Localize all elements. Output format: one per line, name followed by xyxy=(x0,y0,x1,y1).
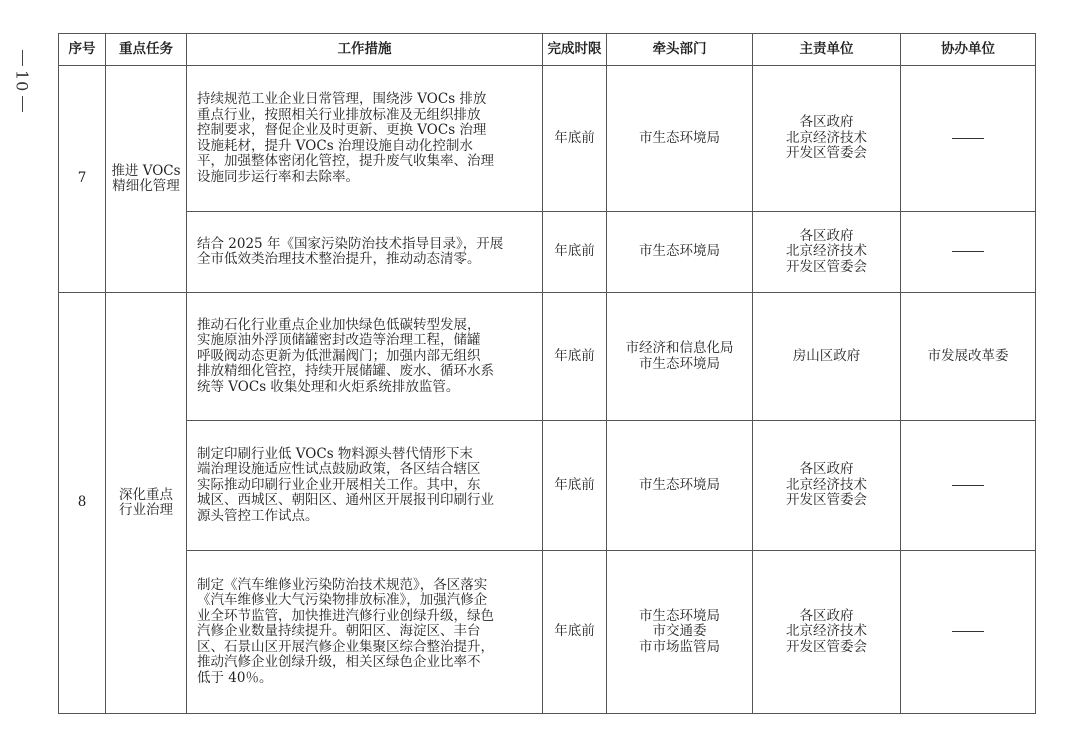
cell-responsible xyxy=(753,551,901,714)
cell-measure xyxy=(187,551,543,714)
table-row xyxy=(59,551,1036,714)
lead-line: 市生态环境局 xyxy=(639,607,720,624)
measure-line: 控制要求，督促企业及时更新、更换 VOCs 治理 xyxy=(197,122,487,138)
cell-lead xyxy=(607,66,753,212)
lead-line: 市经济和信息化局 xyxy=(625,340,734,356)
task-table xyxy=(58,33,1036,714)
assist-dash xyxy=(952,485,984,486)
measure-line: 持续规范工业企业日常管理，围绕涉 VOCs 排放 xyxy=(197,91,487,107)
responsible-line: 各区政府 xyxy=(799,227,854,244)
task-line: 行业治理 xyxy=(119,502,173,518)
assist-dash xyxy=(952,251,984,252)
task-line: 精细化管理 xyxy=(112,178,180,194)
cell-assist xyxy=(901,212,1036,293)
cell-measure xyxy=(187,212,543,293)
cell-task xyxy=(106,293,187,714)
responsible-line: 开发区管委会 xyxy=(786,638,867,655)
lead-line: 市生态环境局 xyxy=(639,355,720,372)
assist-dash xyxy=(952,138,984,139)
task-line: 推进 VOCs xyxy=(111,162,181,179)
measure-line: 制定《汽车维修业污染防治技术规范》，各区落实 xyxy=(197,576,488,593)
responsible-line: 各区政府 xyxy=(799,114,854,131)
cell-deadline: 年底前 xyxy=(543,551,607,714)
cell-assist xyxy=(901,293,1036,421)
responsible-line: 房山区政府 xyxy=(792,347,861,364)
measure-line: 制定印刷行业低 VOCs 物料源头替代情形下末 xyxy=(197,445,473,462)
measure-line: 全市低效类治理技术整治提升，推动动态清零。 xyxy=(197,251,481,267)
measure-line: 区、石景山区开展汽修企业集聚区综合整治提升， xyxy=(197,638,494,655)
measure-line: 实际推动印刷行业企业开展相关工作。其中，东 xyxy=(197,476,481,493)
responsible-line: 开发区管委会 xyxy=(786,258,867,275)
page-number xyxy=(8,46,36,116)
task-line: 深化重点 xyxy=(119,486,173,503)
cell-lead xyxy=(607,293,753,421)
measure-line: 汽修企业数量持续提升。朝阳区、海淀区、丰台 xyxy=(197,623,481,640)
responsible-line: 开发区管委会 xyxy=(786,492,867,509)
responsible-line: 北京经济技术 xyxy=(786,623,867,640)
table-header-row xyxy=(59,34,1036,66)
measure-line: 城区、西城区、朝阳区、通州区开展报刊印刷行业 xyxy=(197,492,494,509)
cell-deadline: 年底前 xyxy=(543,66,607,212)
header-assist: 协办单位 xyxy=(901,34,1036,66)
measure-line: 结合 2025 年《国家污染防治技术指导目录》，开展 xyxy=(197,235,504,252)
page-number-value: 10 xyxy=(12,70,32,93)
measure-line: 设施同步运行率和去除率。 xyxy=(197,168,359,185)
lead-line: 市交通委 xyxy=(652,623,707,640)
measure-line: 呼吸阀动态更新为低泄漏阀门；加强内部无组织 xyxy=(197,347,481,364)
lead-line: 市生态环境局 xyxy=(639,243,720,260)
page-number-dash-top xyxy=(22,50,23,66)
table-row xyxy=(59,212,1036,293)
header-no: 序号 xyxy=(59,34,106,66)
cell-lead xyxy=(607,421,753,551)
responsible-line: 北京经济技术 xyxy=(786,476,867,493)
cell-no: 7 xyxy=(59,66,106,293)
cell-measure xyxy=(187,66,543,212)
cell-responsible xyxy=(753,212,901,293)
responsible-line: 北京经济技术 xyxy=(786,243,867,260)
cell-assist xyxy=(901,551,1036,714)
measure-line: 设施耗材，提升 VOCs 治理设施自动化控制水 xyxy=(197,137,473,154)
header-responsible: 主责单位 xyxy=(753,34,901,66)
measure-line: 端治理设施适应性试点鼓励政策，各区结合辖区 xyxy=(197,461,481,478)
cell-measure xyxy=(187,421,543,551)
measure-line: 统等 VOCs 收集处理和火炬系统排放监管。 xyxy=(197,378,460,395)
page-number-dash-bottom xyxy=(22,96,23,112)
table-row xyxy=(59,421,1036,551)
responsible-line: 各区政府 xyxy=(799,461,854,478)
table-row xyxy=(59,66,1036,212)
lead-line: 市市场监管局 xyxy=(639,638,720,655)
header-measure: 工作措施 xyxy=(187,34,543,66)
cell-deadline: 年底前 xyxy=(543,421,607,551)
cell-lead xyxy=(607,551,753,714)
cell-measure xyxy=(187,293,543,421)
header-lead: 牵头部门 xyxy=(607,34,753,66)
measure-line: 实施原油外浮顶储罐密封改造等治理工程，储罐 xyxy=(197,332,481,349)
cell-no: 8 xyxy=(59,293,106,714)
assist-text: 市发展改革委 xyxy=(927,347,1009,364)
responsible-line: 开发区管委会 xyxy=(786,145,867,162)
cell-deadline: 年底前 xyxy=(543,212,607,293)
header-deadline: 完成时限 xyxy=(543,34,607,66)
cell-lead xyxy=(607,212,753,293)
cell-assist xyxy=(901,421,1036,551)
table-body xyxy=(59,66,1036,714)
lead-line: 市生态环境局 xyxy=(639,129,720,146)
cell-responsible xyxy=(753,293,901,421)
measure-line: 源头管控工作试点。 xyxy=(197,507,319,524)
assist-dash xyxy=(952,631,984,632)
responsible-line: 北京经济技术 xyxy=(786,129,867,146)
responsible-line: 各区政府 xyxy=(799,607,854,624)
measure-line: 《汽车维修业大气污染物排放标准》，加强汽修企 xyxy=(197,592,488,609)
measure-line: 推动汽修企业创绿升级，相关区绿色企业比率不 xyxy=(197,654,481,671)
cell-deadline: 年底前 xyxy=(543,293,607,421)
measure-line: 重点行业，按照相关行业排放标准及无组织排放 xyxy=(197,106,481,123)
measure-line: 业全环节监管，加快推进汽修行业创绿升级，绿色 xyxy=(197,607,494,624)
header-task: 重点任务 xyxy=(106,34,187,66)
table-row xyxy=(59,293,1036,421)
measure-line: 平，加强整体密闭化管控，提升废气收集率、治理 xyxy=(197,153,494,169)
cell-responsible xyxy=(753,66,901,212)
measure-line: 排放精细化管控，持续开展储罐、废水、循环水系 xyxy=(197,363,494,380)
measure-line: 低于 40％。 xyxy=(197,669,273,686)
cell-task xyxy=(106,66,187,293)
cell-assist xyxy=(901,66,1036,212)
lead-line: 市生态环境局 xyxy=(639,476,720,493)
cell-responsible xyxy=(753,421,901,551)
measure-line: 推动石化行业重点企业加快绿色低碳转型发展， xyxy=(197,316,481,333)
